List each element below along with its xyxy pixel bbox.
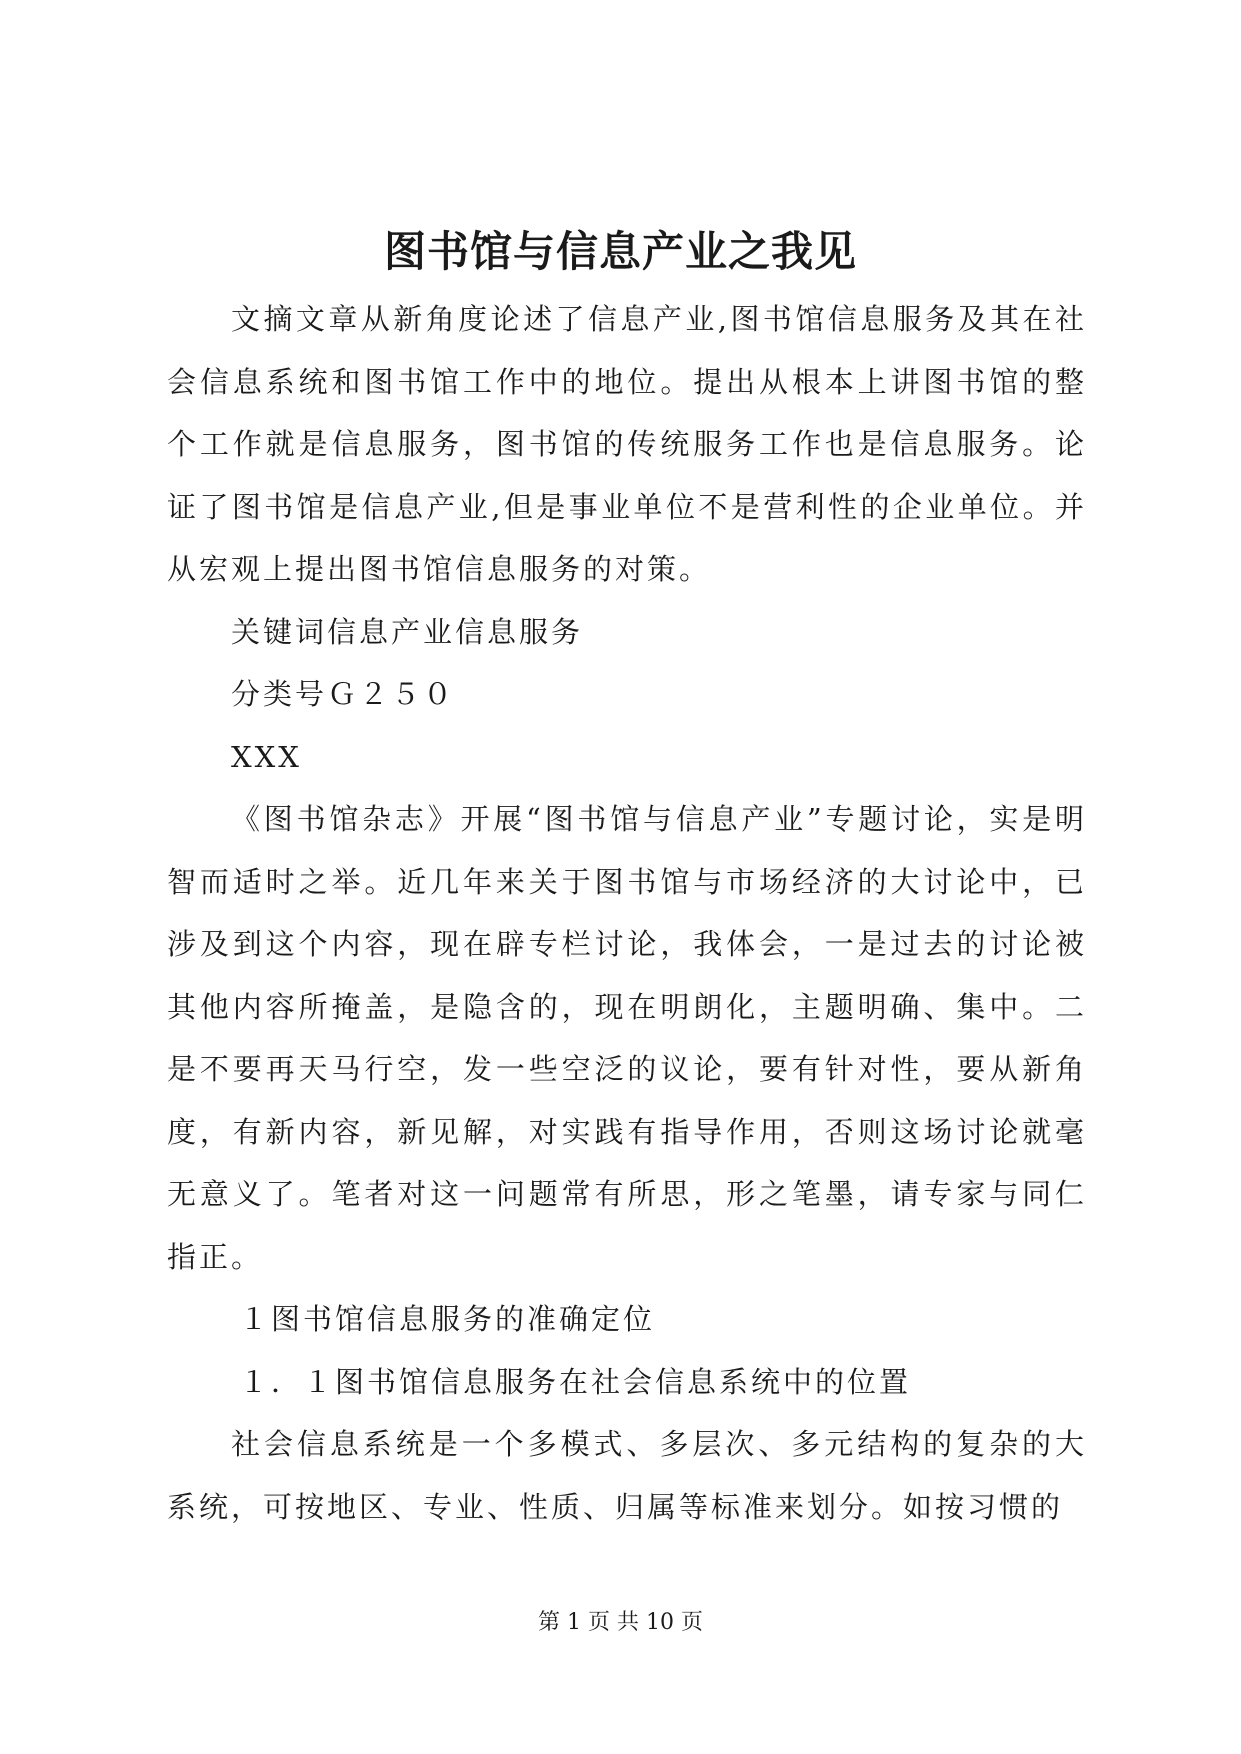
classification-line: 分类号Ｇ２５０: [231, 677, 456, 711]
page-footer: 第 1 页 共 10 页: [538, 1610, 703, 1635]
subsection-heading: １．１图书馆信息服务在社会信息系统中的位置: [239, 1364, 912, 1399]
abstract-paragraph: 文摘文章从新角度论述了信息产业,图书馆信息服务及其在社会信息系统和图书馆工作中的地位。提出从根本上讲图书馆的整个工作就是信息服务，图书馆的传统服务工作也是信息服务。论证了图书馆是信息产业,但是事业单位不是营利性的企业单位。并从宏观上提出图书馆信息服务的对策。: [167, 302, 1087, 586]
document-body: [167, 288, 1087, 1538]
page-title: 图书馆与信息产业之我见: [383, 227, 857, 276]
section-paragraph: 社会信息系统是一个多模式、多层次、多元结构的复杂的大系统，可按地区、专业、性质、归属等标准来划分。如按习惯的: [167, 1427, 1087, 1524]
keywords-line: 关键词信息产业信息服务: [231, 614, 584, 649]
section-heading: １图书馆信息服务的准确定位: [239, 1302, 656, 1336]
author-line: XXX: [231, 739, 302, 774]
intro-paragraph: 《图书馆杂志》开展“图书馆与信息产业”专题讨论，实是明智而适时之举。近几年来关于图书馆与市场经济的大讨论中，已涉及到这个内容，现在辟专栏讨论，我体会，一是过去的讨论被其他内容所掩盖，是隐含的，现在明朗化，主题明确、集中。二是不要再天马行空，发一些空泛的议论，要有针对性，要从新角度，有新内容，新见解，对实践有指导作用，否则这场讨论就毫无意义了。笔者对这一问题常有所思，形之笔墨，请专家与同仁指正。: [167, 802, 1087, 1274]
